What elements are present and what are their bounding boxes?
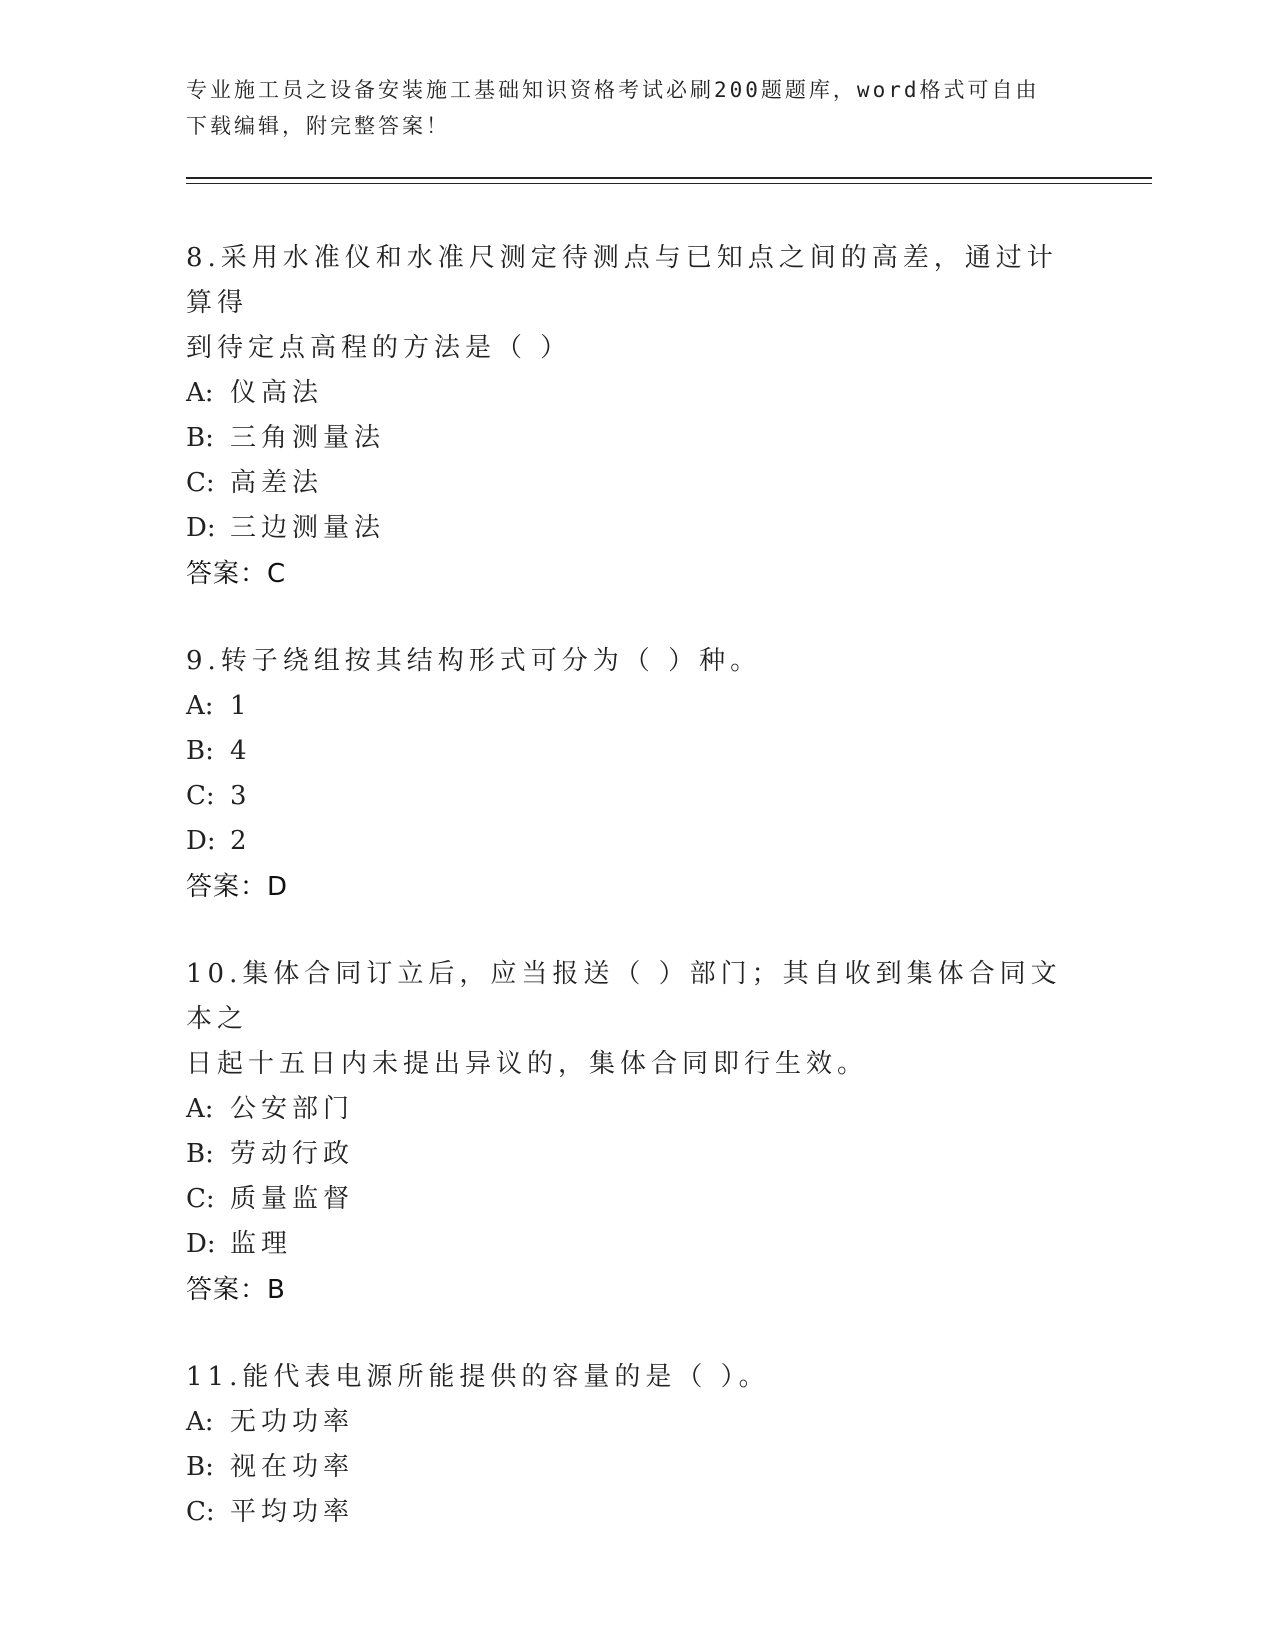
question-answer: 答案：B xyxy=(186,1275,286,1305)
option-key: B: xyxy=(186,736,214,766)
question-list xyxy=(186,236,1086,1577)
question-answer: 答案：C xyxy=(186,559,287,589)
question-option xyxy=(186,1177,1086,1222)
option-key: B: xyxy=(186,1139,214,1169)
question-stem-line: 10.集体合同订立后，应当报送（ ）部门；其自收到集体合同文本之 xyxy=(186,959,1062,1034)
option-text: 高差法 xyxy=(230,468,324,498)
question-option xyxy=(186,729,1086,774)
question-option xyxy=(186,684,1086,729)
option-text: 三角测量法 xyxy=(230,423,386,453)
option-key: D: xyxy=(186,1229,216,1259)
option-key: D: xyxy=(186,513,216,543)
option-text: 3 xyxy=(230,781,252,811)
header-divider-thin xyxy=(186,183,1152,184)
option-key: A: xyxy=(186,691,214,721)
question-option xyxy=(186,1445,1086,1490)
question-option xyxy=(186,1087,1086,1132)
question-item xyxy=(186,236,1086,597)
question-option xyxy=(186,1222,1086,1267)
option-text: 平均功率 xyxy=(230,1497,355,1527)
question-stem-line: 8.采用水准仪和水准尺测定待测点与已知点之间的高差，通过计算得 xyxy=(186,243,1058,318)
question-item xyxy=(186,639,1086,910)
question-option xyxy=(186,1490,1086,1535)
question-option xyxy=(186,774,1086,819)
question-option xyxy=(186,819,1086,864)
question-answer: 答案：D xyxy=(186,872,289,902)
header-divider-thick xyxy=(186,177,1152,179)
option-text: 三边测量法 xyxy=(230,513,386,543)
question-option xyxy=(186,1400,1086,1445)
option-key: C: xyxy=(186,781,215,811)
option-key: D: xyxy=(186,826,216,856)
option-text: 公安部门 xyxy=(230,1094,355,1124)
option-key: B: xyxy=(186,423,214,453)
option-key: A: xyxy=(186,1094,214,1124)
option-key: A: xyxy=(186,1407,214,1437)
question-option xyxy=(186,416,1086,461)
option-text: 1 xyxy=(230,691,252,721)
option-text: 劳动行政 xyxy=(230,1139,355,1169)
question-stem-line: 9.转子绕组按其结构形式可分为（ ）种。 xyxy=(186,646,762,676)
option-text: 仪高法 xyxy=(230,378,324,408)
option-text: 监理 xyxy=(230,1229,293,1259)
question-stem-line: 到待定点高程的方法是（ ） xyxy=(186,333,572,363)
option-text: 4 xyxy=(230,736,252,766)
question-item xyxy=(186,1355,1086,1535)
option-key: C: xyxy=(186,1184,215,1214)
question-item xyxy=(186,952,1086,1313)
question-option xyxy=(186,506,1086,551)
option-key: C: xyxy=(186,468,215,498)
option-key: B: xyxy=(186,1452,214,1482)
question-stem-line: 11.能代表电源所能提供的容量的是（ ）。 xyxy=(186,1362,770,1392)
question-option xyxy=(186,371,1086,416)
question-stem-line: 日起十五日内未提出异议的，集体合同即行生效。 xyxy=(186,1049,869,1079)
header-line-1: 专业施工员之设备安装施工基础知识资格考试必刷200题题库，word格式可自由 xyxy=(186,78,1040,102)
header-line-2: 下载编辑，附完整答案！ xyxy=(186,114,450,138)
option-text: 无功功率 xyxy=(230,1407,355,1437)
document-header xyxy=(186,72,1066,144)
question-option xyxy=(186,1132,1086,1177)
option-text: 2 xyxy=(230,826,252,856)
question-option xyxy=(186,461,1086,506)
option-text: 质量监督 xyxy=(230,1184,355,1214)
option-text: 视在功率 xyxy=(230,1452,355,1482)
option-key: C: xyxy=(186,1497,215,1527)
option-key: A: xyxy=(186,378,214,408)
